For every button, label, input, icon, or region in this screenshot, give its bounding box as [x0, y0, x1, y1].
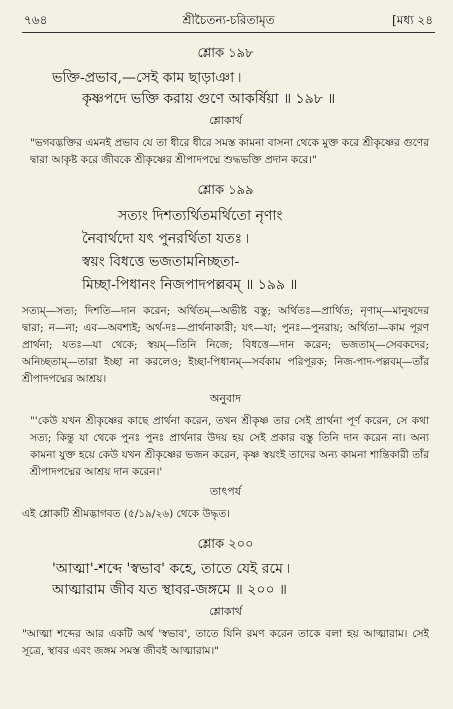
translation: "'কেউ যখন শ্রীকৃষ্ণের কাছে প্রার্থনা করেন, তখন শ্রীকৃষ্ণ তার সেই প্রার্থনা পূর্ণ করেন, সে কথা সত্য; কিন্তু যা থেকে পুনঃ পুনঃ প্রার্থনার উদয় হয় সেই প্রকার বস্তু তিনি দান করেন না। অন্য কামনা যুক্ত হয়ে কেউ যখন শ্রীকৃষ্ণের ভজন করেন, কৃষ্ণ স্বয়ংই তাদের অন্য কামনা শান্তিকারী তাঁর শ্রীপাদপদ্মের আশ্রয় দান করেন।' [30, 415, 429, 478]
page-number: ৭৬৪ [24, 13, 48, 27]
purport-label: তাৎপর্য [209, 485, 242, 498]
purport: এই শ্লোকটি শ্রীমদ্ভাগবত (৫/১৯/২৬) থেকে উদ্ধৃত। [22, 508, 230, 520]
sanskrit-line-1: সত্যং দিশত্যর্থিতমর্থিতো নৃণাং [118, 208, 283, 224]
verse-200-line-1: 'আত্মা'-শব্দে 'স্বভাব' কহে, তাতে যেই রমে ৷ [52, 561, 290, 577]
sanskrit-line-4: মিচ্ছা-পিধানং নিজপাদপল্লবম্ ॥ ১৯৯ ॥ [82, 277, 298, 293]
page-header [22, 10, 435, 33]
verse-199-heading: শ্লোক ১৯৯ [197, 183, 254, 198]
verse-198-line-1: ভক্তি-প্রভাব,—সেই কাম ছাড়াঞা ৷ [52, 70, 241, 86]
verse-198-meaning-label: শ্লোকার্থ [209, 114, 242, 127]
word-meanings: সত্যম্—সত্য; দিশতি—দান করেন; অর্থিতম্—অভীষ্ট বস্তু; অর্থিতঃ—প্রার্থিত; নৃণাম্—মানুষদের দ্বারা; ন—না; এব—অবশ্যই; অর্থ-দঃ—প্রার্থনাকারী; যৎ—যা; পুনঃ—পুনরায়; অর্থিতা—কাম পূরণ প্রার্থনা; যতঃ—যা থেকে; স্বয়ম্—তিনি নিজে; বিধত্তে—দান করেন; ভজতাম্—সেবকদের; অনিচ্ছতাম্—তারা ইচ্ছা না করলেও; ইচ্ছা-পিধানম্—সর্বকাম পরিপূরক; নিজ-পাদ-পল্লবম্—তাঁর শ্রীপাদপদ্মের আশ্রয়। [22, 305, 429, 385]
verse-200-heading: শ্লোক ২০০ [197, 537, 254, 552]
sanskrit-line-2: নৈবার্থদো যৎ পুনরর্থিতা যতঃ ৷ [82, 231, 249, 247]
verse-198-line-2: কৃষ্ণপদে ভক্তি করায় গুণে আকর্ষিয়া ॥ ১৯৮ ॥ [82, 91, 336, 107]
verse-200-meaning-label: শ্লোকার্থ [209, 605, 242, 618]
translation-label: অনুবাদ [209, 392, 242, 405]
page-body [22, 38, 429, 660]
book-title: শ্রীচৈতন্য-চরিতামৃত [182, 13, 275, 27]
verse-198-meaning: "ভগবদ্ভক্তির এমনই প্রভাব যে তা ধীরে ধীরে সমস্ত কামনা বাসনা থেকে মুক্ত করে শ্রীকৃষ্ণের গুণের দ্বারা আকৃষ্ট করে জীবকে শ্রীকৃষ্ণের শ্রীপাদপদ্মে শুদ্ধভক্তি প্রদান করে।" [30, 137, 429, 166]
sanskrit-line-3: স্বয়ং বিধত্তে ভজতামনিচ্ছতা- [82, 254, 240, 270]
sanskrit-verse-199 [22, 205, 429, 297]
chapter-label: [মধ্য ২৪ [392, 13, 433, 27]
verse-198-heading: শ্লোক ১৯৮ [197, 46, 254, 61]
verse-200-line-2: আত্মারাম জীব যত স্থাবর-জঙ্গমে ॥ ২০০ ॥ [52, 582, 287, 598]
verse-200-meaning: "আত্মা শব্দের আর একটি অর্থ 'স্বভাব', তাতে যিনি রমণ করেন তাকে বলা হয় আত্মারাম। সেই সূত্রে, স্থাবর এবং জঙ্গম সমস্ত জীবই আত্মারাম।" [22, 628, 429, 657]
